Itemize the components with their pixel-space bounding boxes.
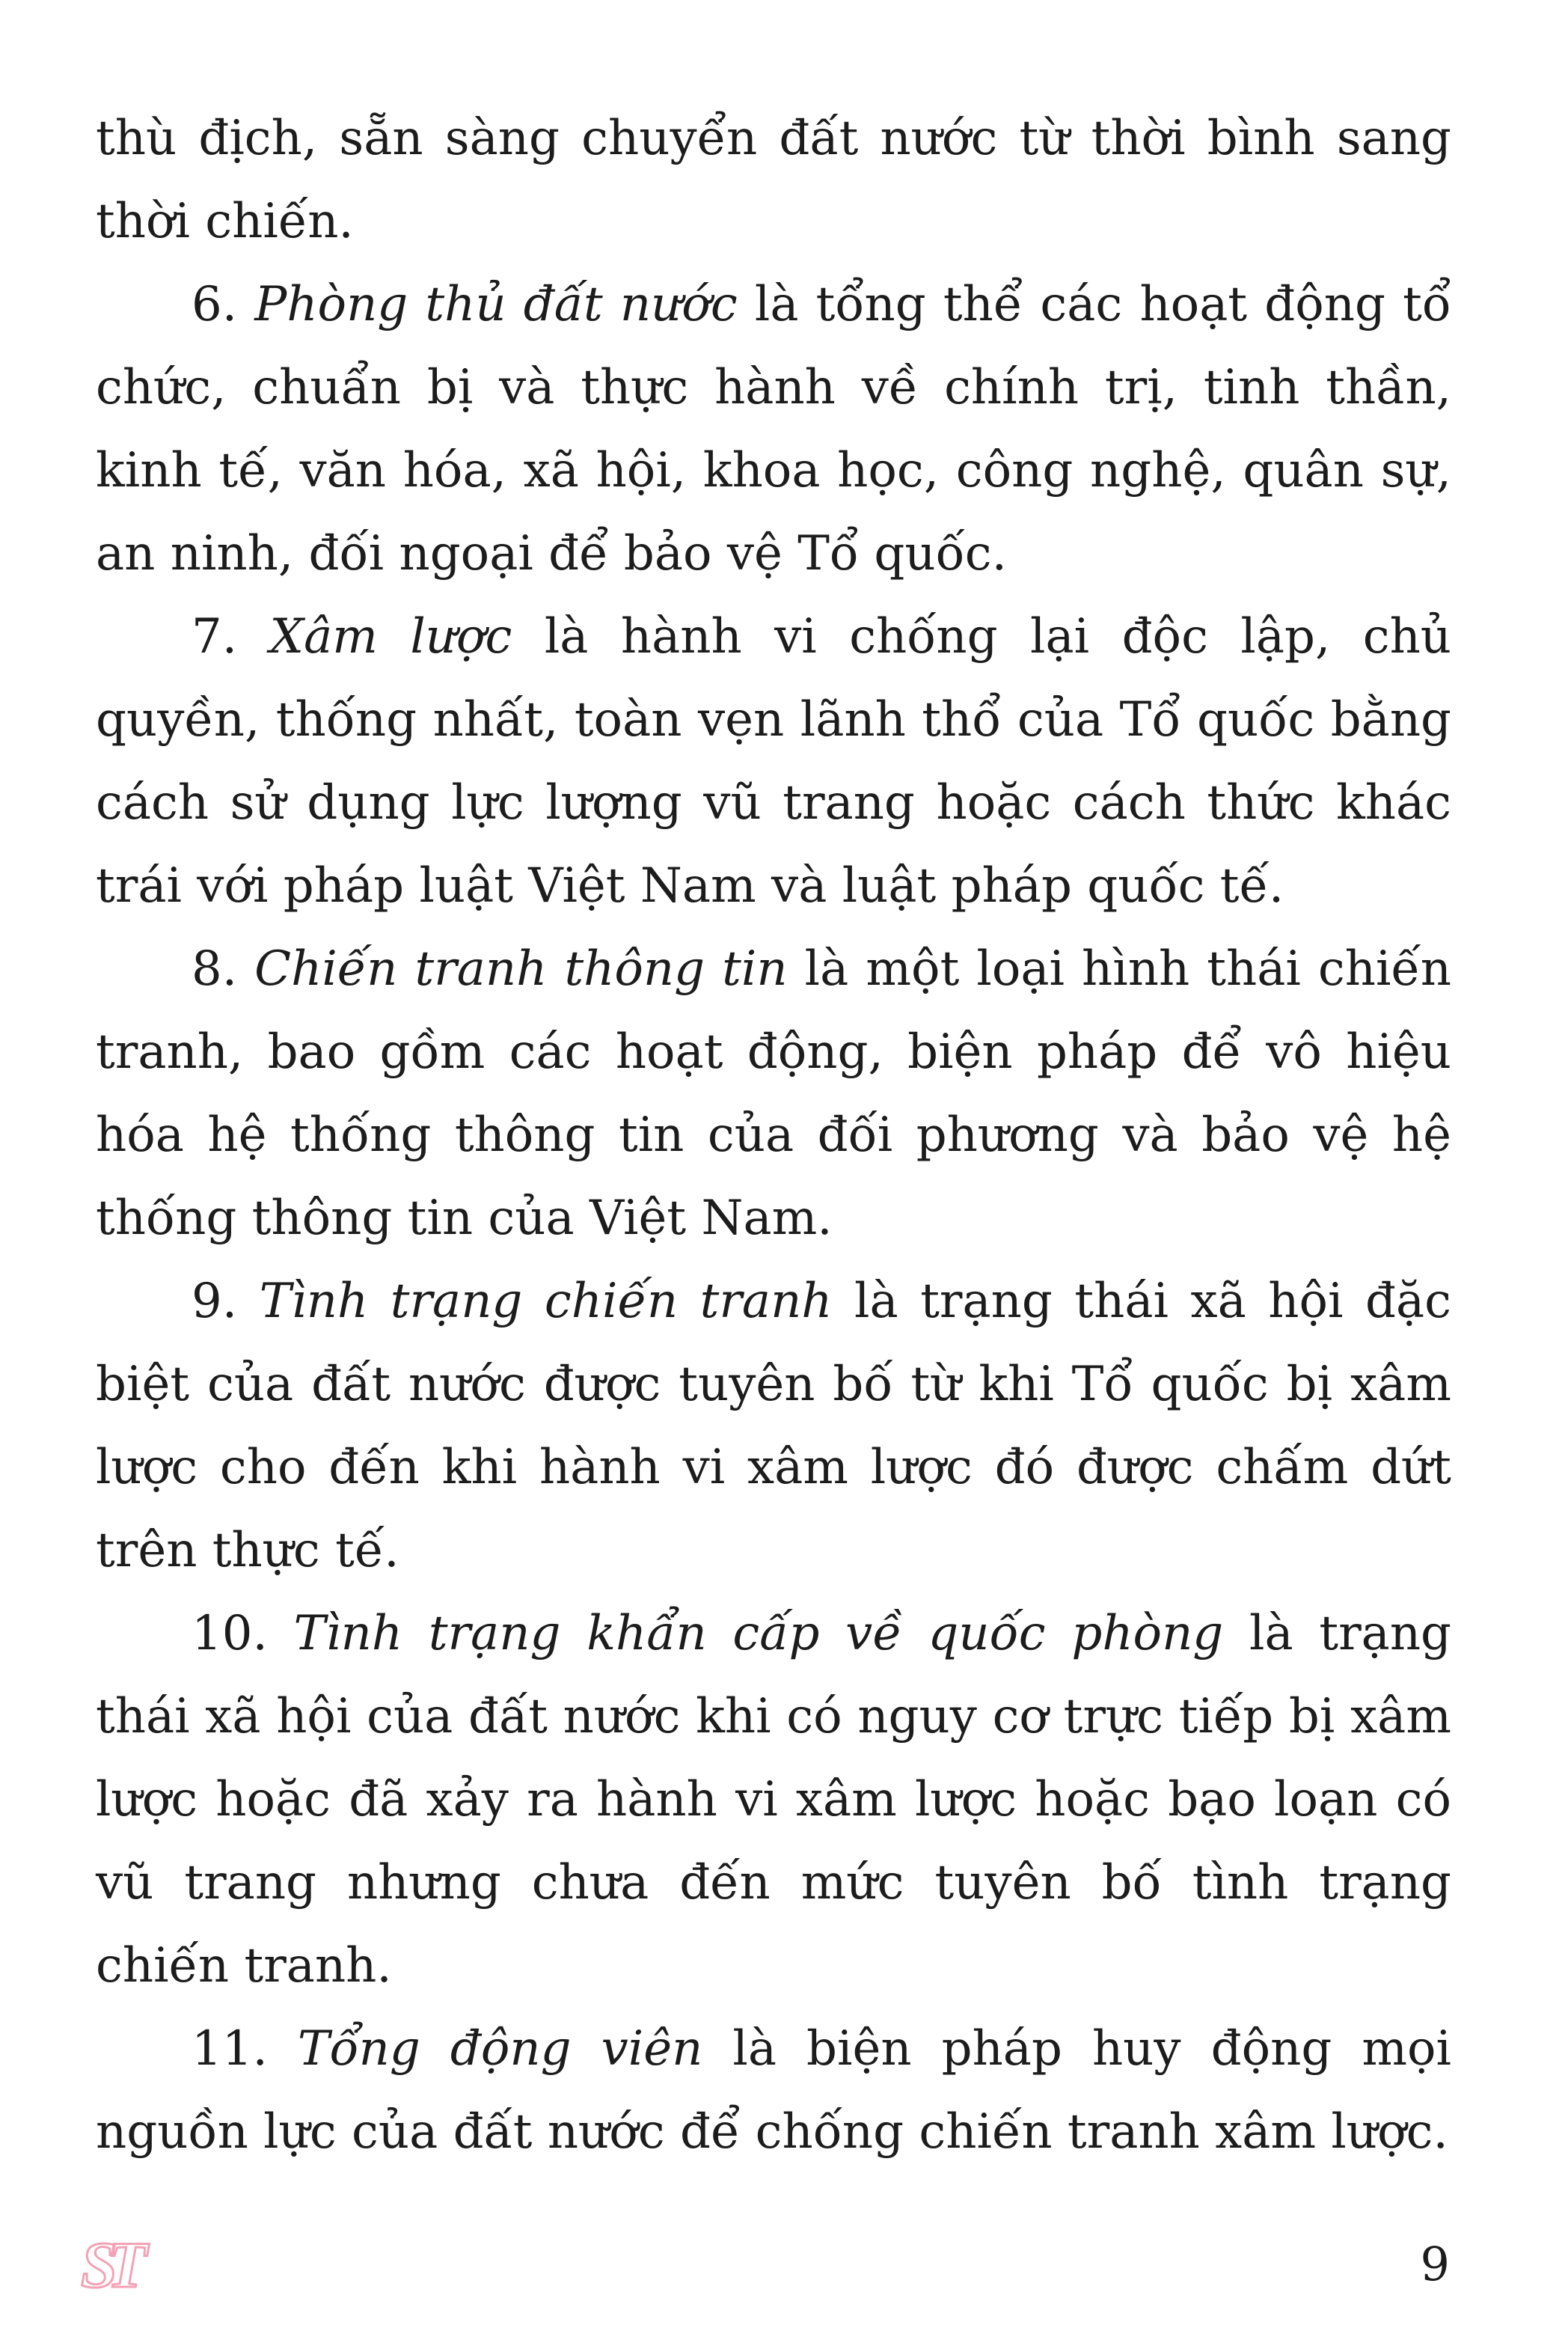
definition-text: là biện pháp huy động mọi nguồn lực của đất nước để chống chiến tranh xâm lược. [96,2021,1452,2160]
item-number: 11. [192,2021,298,2077]
paragraph-item-7 [96,596,1451,928]
paragraph-item-8 [96,928,1451,1260]
page-number: 9 [1420,2237,1450,2291]
paragraph-item-11 [96,2008,1451,2174]
definition-text: là trạng thái xã hội của đất nước khi có nguy cơ trực tiếp bị xâm lược hoặc đã xảy ra hành vi xâm lược hoặc bạo loạn có vũ trang nhưng chưa đến mức tuyên bố tình trạng chiến tranh. [96,1606,1452,1994]
paragraph-text: thù địch, sẵn sàng chuyển đất nước từ thời bình sang thời chiến. [96,111,1451,249]
definition-text: là tổng thể các hoạt động tổ chức, chuẩn bị và thực hành về chính trị, tinh thần, kinh tế, văn hóa, xã hội, khoa học, công nghệ, quân sự, an ninh, đối ngoại để bảo vệ Tổ quốc. [96,277,1452,581]
definition-text: là hành vi chống lại độc lập, chủ quyền, thống nhất, toàn vẹn lãnh thổ của Tổ quốc bằng cách sử dụng lực lượng vũ trang hoặc cách thức khác trái với pháp luật Việt Nam và luật pháp quốc tế. [96,609,1452,914]
defined-term: Phòng thủ đất nước [254,277,738,332]
defined-term: Xâm lược [269,609,512,665]
definition-text: là một loại hình thái chiến tranh, bao gồm các hoạt động, biện pháp để vô hiệu hóa hệ thống thông tin của đối phương và bảo vệ hệ thống thông tin của Việt Nam. [96,941,1452,1246]
item-number: 9. [192,1274,260,1329]
defined-term: Chiến tranh thông tin [254,941,788,997]
paragraph-item-10 [96,1592,1451,2008]
item-number: 8. [192,941,255,997]
paragraph-item-6 [96,263,1451,596]
paragraph-intro [96,97,1451,263]
defined-term: Tình trạng khẩn cấp về quốc phòng [293,1606,1224,1661]
item-number: 6. [192,277,255,332]
paragraph-item-9 [96,1260,1451,1592]
item-number: 7. [192,609,270,665]
defined-term: Tình trạng chiến tranh [259,1274,833,1329]
definition-text: là trạng thái xã hội đặc biệt của đất nước được tuyên bố từ khi Tổ quốc bị xâm lược cho đến khi hành vi xâm lược đó được chấm dứt trên thực tế. [96,1274,1452,1578]
item-number: 10. [192,1606,294,1661]
defined-term: Tổng động viên [297,2021,703,2077]
body-text [96,97,1451,2174]
publisher-logo: ST [81,2229,137,2302]
